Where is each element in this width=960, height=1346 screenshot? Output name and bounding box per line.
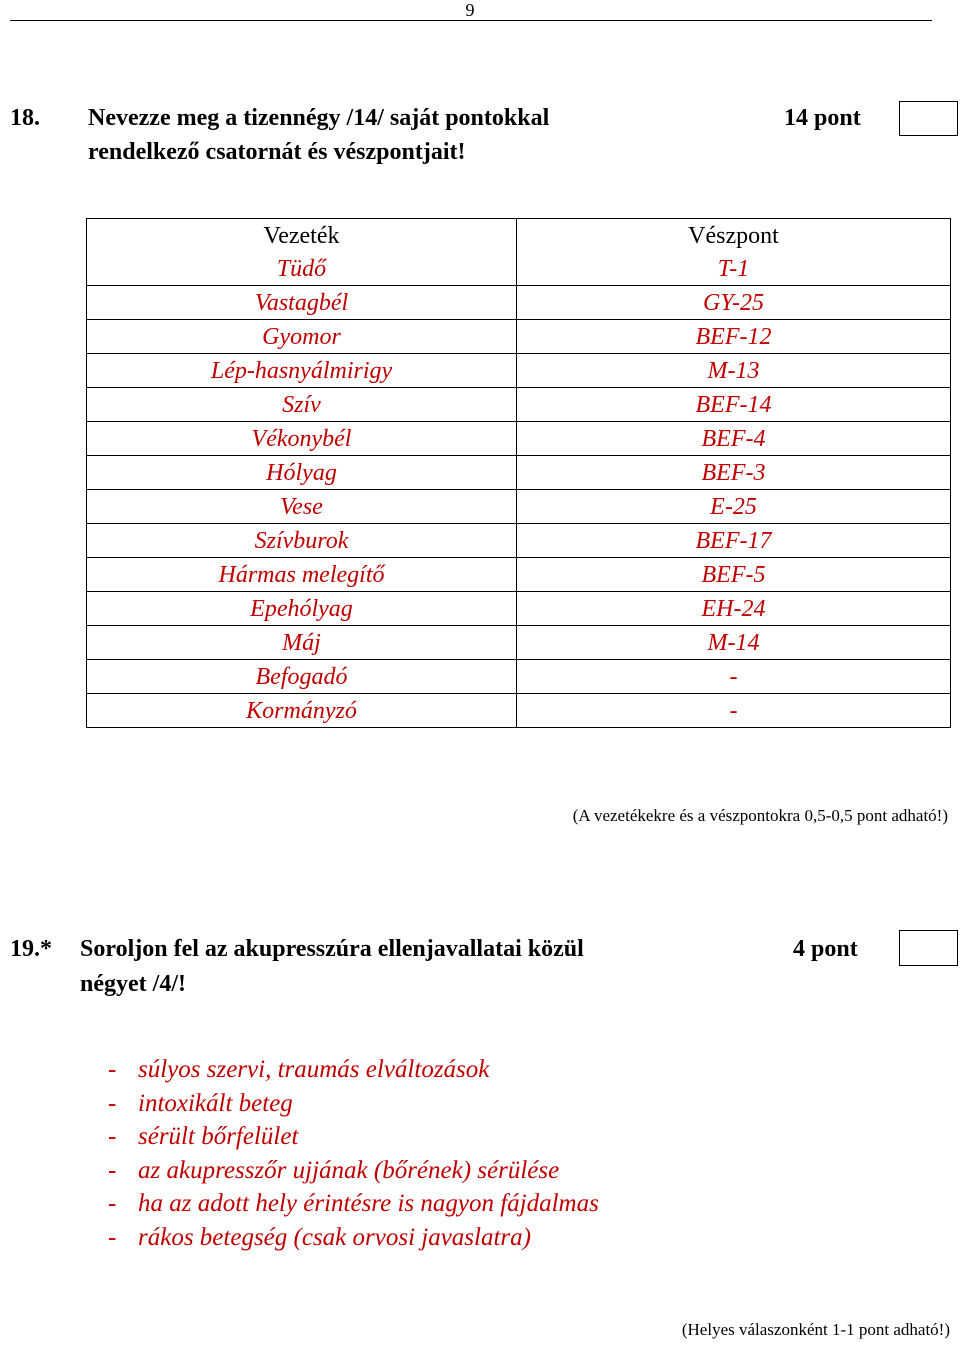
question-18-points: 14 pont (784, 105, 861, 131)
point-cell: BEF-17 (517, 524, 951, 558)
list-item (108, 1154, 599, 1188)
question-19-text-line2: négyet /4/! (80, 971, 186, 997)
list-dash: - (108, 1089, 117, 1117)
question-18-text-line1: Nevezze meg a tizennégy /14/ saját pontokkal (88, 105, 550, 131)
point-cell: M-13 (517, 354, 951, 388)
table-row (87, 490, 951, 524)
channel-cell: Hólyag (87, 456, 517, 490)
question-19-text-line1: Soroljon fel az akupresszúra ellenjavallatai közül (80, 936, 584, 962)
channel-cell: Gyomor (87, 320, 517, 354)
channel-cell: Vastagbél (87, 286, 517, 320)
point-cell: EH-24 (517, 592, 951, 626)
channel-cell: Kormányzó (87, 694, 517, 728)
table-row (87, 660, 951, 694)
list-dash: - (108, 1190, 117, 1217)
point-cell: BEF-5 (517, 558, 951, 592)
point-cell: BEF-14 (517, 388, 951, 422)
list-dash: - (108, 1223, 117, 1251)
channel-cell: Hármas melegítő (87, 558, 517, 592)
header-rule (10, 20, 932, 21)
channel-cell: Lép-hasnyálmirigy (87, 354, 517, 388)
point-cell: BEF-12 (517, 320, 951, 354)
question-19-scoring-note: (Helyes válaszonként 1-1 pont adható!) (681, 1320, 950, 1339)
answer-text: rákos betegség (csak orvosi javaslatra) (138, 1223, 531, 1251)
column-header-point: Vészpont (517, 219, 951, 253)
table-row (87, 626, 951, 660)
channel-cell: Vékonybél (87, 422, 517, 456)
list-item (108, 1120, 599, 1154)
table-row (87, 592, 951, 626)
table-row (87, 286, 951, 320)
table-row (87, 320, 951, 354)
point-cell: BEF-3 (517, 456, 951, 490)
question-18-number: 18. (10, 105, 40, 131)
table-row (87, 456, 951, 490)
point-cell: - (517, 694, 951, 728)
table-row (87, 524, 951, 558)
question-19-score-box[interactable] (899, 930, 958, 966)
list-item (108, 1087, 599, 1121)
table-row (87, 252, 951, 286)
answer-text: súlyos szervi, traumás elváltozások (138, 1056, 490, 1083)
list-item (108, 1053, 599, 1087)
table-row (87, 558, 951, 592)
channel-cell: Epehólyag (87, 592, 517, 626)
question-18-text-line2: rendelkező csatornát és vészpontjait! (88, 139, 466, 165)
answer-text: intoxikált beteg (138, 1089, 293, 1117)
answer-text: az akupresszőr ujjának (bőrének) sérülése (138, 1156, 560, 1184)
list-dash: - (108, 1156, 117, 1184)
question-19-number: 19.* (10, 936, 52, 962)
table-header-row (87, 219, 951, 253)
question-19-points: 4 pont (793, 936, 858, 962)
question-18-score-box[interactable] (899, 101, 958, 136)
page-number: 9 (465, 0, 475, 20)
channel-cell: Tüdő (87, 252, 517, 286)
point-cell: T-1 (517, 252, 951, 286)
column-header-channel: Vezeték (87, 219, 517, 253)
channel-cell: Vese (87, 490, 517, 524)
table-row (87, 422, 951, 456)
question-18-scoring-note: (A vezetékekre és a vészpontokra 0,5-0,5 pont adható!) (572, 806, 948, 825)
channel-point-table (86, 218, 951, 728)
point-cell: - (517, 660, 951, 694)
question-19-answer-list (108, 1053, 599, 1254)
answer-text: sérült bőrfelület (138, 1123, 299, 1150)
point-cell: BEF-4 (517, 422, 951, 456)
channel-cell: Máj (87, 626, 517, 660)
channel-cell: Befogadó (87, 660, 517, 694)
table-row (87, 694, 951, 728)
list-dash: - (108, 1056, 117, 1083)
table-row (87, 388, 951, 422)
table-row (87, 354, 951, 388)
point-cell: E-25 (517, 490, 951, 524)
point-cell: GY-25 (517, 286, 951, 320)
list-item (108, 1221, 599, 1255)
answer-text: ha az adott hely érintésre is nagyon fájdalmas (138, 1190, 599, 1217)
point-cell: M-14 (517, 626, 951, 660)
channel-cell: Szívburok (87, 524, 517, 558)
list-dash: - (108, 1123, 117, 1150)
channel-cell: Szív (87, 388, 517, 422)
list-item (108, 1187, 599, 1221)
